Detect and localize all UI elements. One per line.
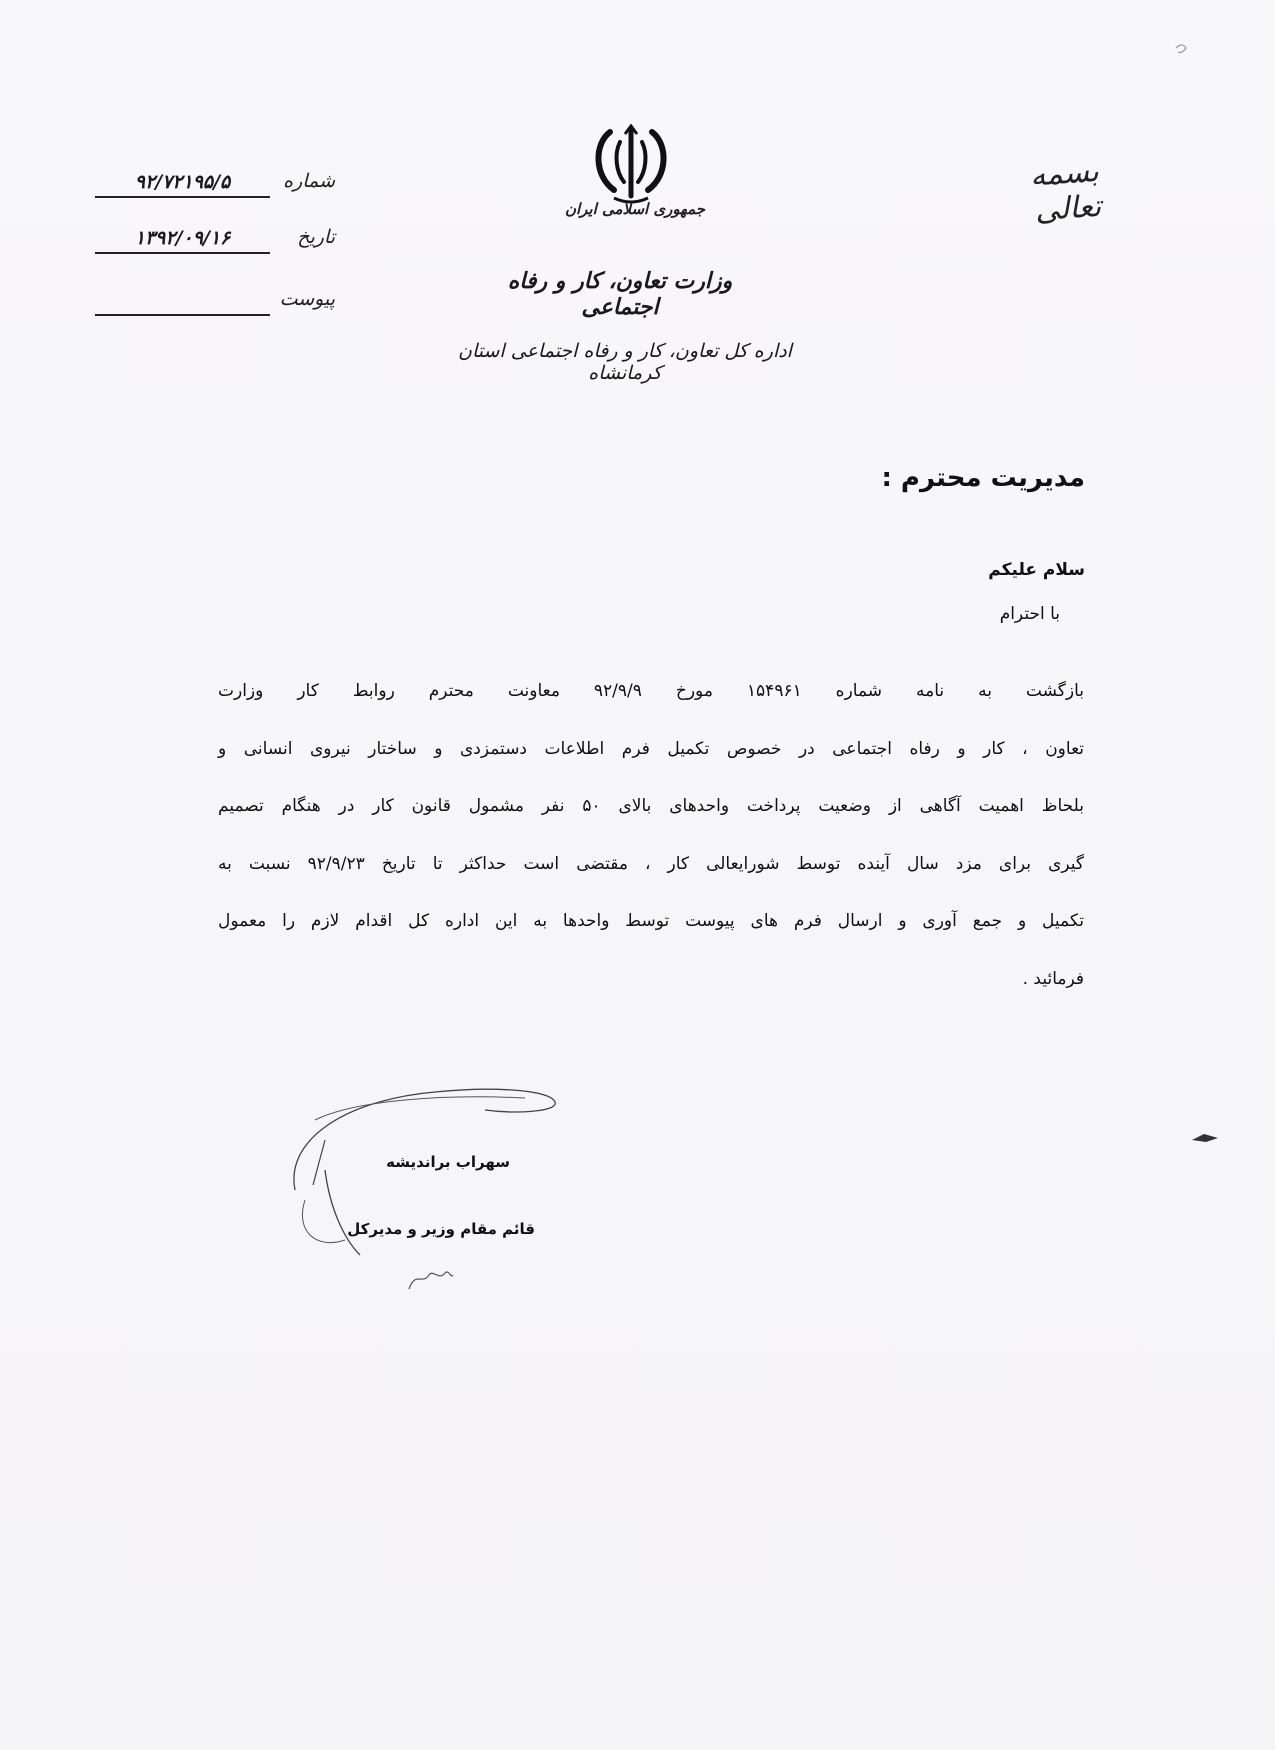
date-value: ۱۳۹۲/۰۹/۱۶: [95, 226, 270, 254]
republic-caption: جمهوری اسلامی ایران: [564, 200, 706, 218]
ink-mark-icon: [1190, 1128, 1220, 1148]
body-line: فرمائید .: [1022, 968, 1084, 989]
letter-body: [218, 663, 1084, 1008]
number-label: شماره: [283, 170, 335, 192]
signer-name: سهراب براندیشه: [386, 1153, 510, 1171]
signer-title: قائم مقام وزیر و مدیرکل: [347, 1220, 535, 1238]
signature-scribble-icon: [285, 1080, 575, 1270]
date-row: [95, 226, 335, 266]
body-line: بلحاظ اهمیت آگاهی از وضعیت پرداخت واحدهای بالای ۵۰ نفر مشمول قانون کار در هنگام تصمیم: [218, 796, 1084, 816]
scan-speck-icon: [1172, 40, 1192, 60]
iran-emblem-icon: [588, 124, 674, 208]
attachment-row: [95, 288, 335, 328]
greeting: سلام علیکم: [988, 560, 1085, 580]
initials-mark-icon: [405, 1265, 455, 1295]
body-line: بازگشت به نامه شماره ۱۵۴۹۶۱ مورخ ۹۲/۹/۹ معاونت محترم روابط کار وزارت: [218, 681, 1084, 701]
attachment-label: پیوست: [279, 288, 335, 310]
number-row: [95, 170, 335, 210]
body-line: تعاون ، کار و رفاه اجتماعی در خصوص تکمیل فرم اطلاعات دستمزدی و ساختار نیروی انسانی و: [218, 738, 1084, 759]
office-title: اداره کل تعاون، کار و رفاه اجتماعی استان کرمانشاه: [458, 340, 792, 384]
date-label: تاریخ: [297, 226, 335, 248]
body-line: تکمیل و جمع آوری و ارسال فرم های پیوست توسط واحدها به این اداره کل اقدام لازم را معمول: [218, 911, 1084, 931]
bismillah-heading: بسمه تعالی: [1029, 153, 1103, 229]
ministry-title: وزارت تعاون، کار و رفاه اجتماعی: [507, 268, 733, 320]
attachment-value: [95, 288, 270, 316]
number-value: ۹۲/۷۲۱۹۵/۵: [95, 170, 270, 198]
salutation: مدیریت محترم :: [881, 463, 1085, 493]
body-line: گیری برای مزد سال آینده توسط شورایعالی کار ، مقتضی است حداکثر تا تاریخ ۹۲/۹/۲۳ نسبت به: [218, 853, 1084, 874]
respect-line: با احترام: [999, 604, 1060, 624]
